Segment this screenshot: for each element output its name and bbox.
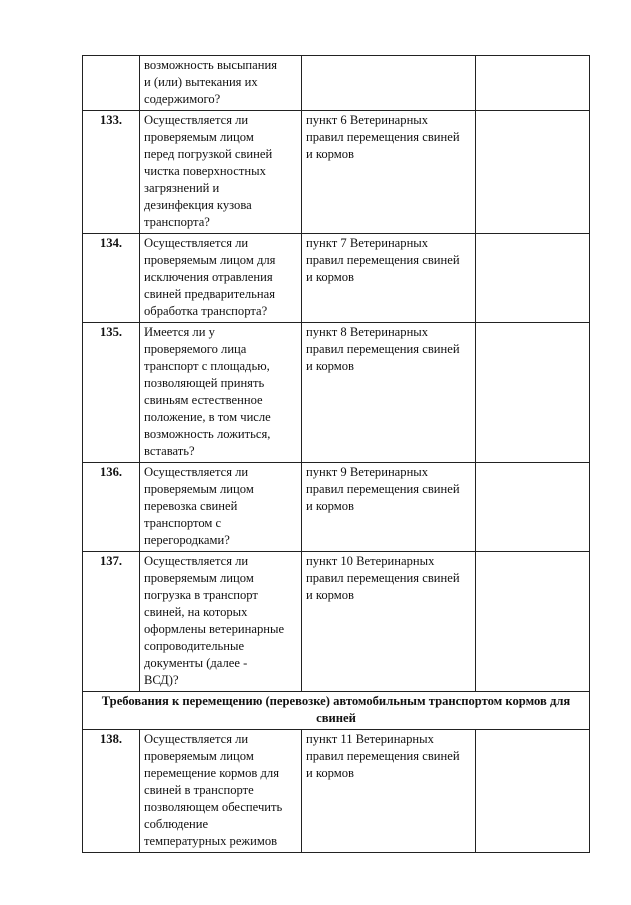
question-text-line: Имеется ли у — [144, 325, 215, 339]
question-text-line: транспортом с — [144, 516, 222, 530]
question-cell — [140, 111, 302, 234]
question-text-line: загрязнений и — [144, 181, 220, 195]
question-text-line: свиньям естественное — [144, 393, 263, 407]
reference-text-line: и кормов — [306, 499, 354, 513]
question-text-line: содержимого? — [144, 92, 221, 106]
reference-text-line: и кормов — [306, 147, 354, 161]
row-number-cell — [83, 56, 140, 111]
table-row-continuation — [83, 56, 590, 111]
question-cell — [140, 234, 302, 323]
question-text-line: документы (далее - — [144, 656, 248, 670]
answer-cell — [476, 552, 590, 692]
question-text-line: свиней предварительная — [144, 287, 276, 301]
reference-text-line: пункт 7 Ветеринарных — [306, 236, 429, 250]
reference-text-line: и кормов — [306, 359, 354, 373]
question-text-line: перегородками? — [144, 533, 230, 547]
question-text-line: проверяемым лицом для — [144, 253, 276, 267]
question-text-line: Осуществляется ли — [144, 113, 249, 127]
question-cell — [140, 463, 302, 552]
table-row-135 — [83, 323, 590, 463]
question-text-line: возможность ложиться, — [144, 427, 271, 441]
question-text-line: возможность высыпания — [144, 58, 278, 72]
reference-cell — [302, 56, 476, 111]
row-number-cell: 135. — [83, 323, 140, 463]
answer-cell — [476, 111, 590, 234]
answer-cell — [476, 730, 590, 853]
reference-cell — [302, 463, 476, 552]
reference-cell — [302, 323, 476, 463]
row-number-cell: 137. — [83, 552, 140, 692]
table-row-136 — [83, 463, 590, 552]
reference-text-line: правил перемещения свиней — [306, 130, 460, 144]
reference-text-line: правил перемещения свиней — [306, 749, 460, 763]
question-text-line: и (или) вытекания их — [144, 75, 258, 89]
question-text-line: позволяющем обеспечить — [144, 800, 283, 814]
question-text-line: погрузка в транспорт — [144, 588, 258, 602]
reference-text-line: пункт 11 Ветеринарных — [306, 732, 434, 746]
table-row-138 — [83, 730, 590, 853]
reference-text-line: правил перемещения свиней — [306, 571, 460, 585]
section-heading-line: свиней — [316, 711, 356, 725]
question-text-line: Осуществляется ли — [144, 732, 249, 746]
question-cell — [140, 730, 302, 853]
answer-cell — [476, 463, 590, 552]
question-text-line: Осуществляется ли — [144, 236, 249, 250]
question-text-line: исключения отравления — [144, 270, 273, 284]
question-text-line: температурных режимов — [144, 834, 278, 848]
question-text-line: Осуществляется ли — [144, 465, 249, 479]
answer-cell — [476, 323, 590, 463]
question-text-line: оформлены ветеринарные — [144, 622, 285, 636]
answer-cell — [476, 234, 590, 323]
question-text-line: ВСД)? — [144, 673, 179, 687]
question-text-line: сопроводительные — [144, 639, 245, 653]
table-row-134 — [83, 234, 590, 323]
question-text-line: чистка поверхностных — [144, 164, 266, 178]
section-heading-line: Требования к перемещению (перевозке) автомобильным транспортом кормов для — [101, 694, 571, 708]
row-number-cell: 138. — [83, 730, 140, 853]
reference-text-line: и кормов — [306, 766, 354, 780]
reference-text-line: и кормов — [306, 270, 354, 284]
question-text-line: свиней, на которых — [144, 605, 248, 619]
reference-text-line: пункт 10 Ветеринарных — [306, 554, 435, 568]
question-text-line: позволяющей принять — [144, 376, 265, 390]
reference-cell — [302, 234, 476, 323]
question-text-line: транспорта? — [144, 215, 210, 229]
reference-cell — [302, 552, 476, 692]
question-text-line: вставать? — [144, 444, 195, 458]
reference-text-line: пункт 9 Ветеринарных — [306, 465, 429, 479]
question-text-line: свиней в транспорте — [144, 783, 254, 797]
section-heading — [83, 692, 590, 730]
table-section-heading-row — [83, 692, 590, 730]
reference-text-line: правил перемещения свиней — [306, 253, 460, 267]
question-text-line: проверяемым лицом — [144, 482, 254, 496]
question-text-line: обработка транспорта? — [144, 304, 268, 318]
row-number-cell: 133. — [83, 111, 140, 234]
reference-text-line: правил перемещения свиней — [306, 342, 460, 356]
question-text-line: перед погрузкой свиней — [144, 147, 273, 161]
table-row-133 — [83, 111, 590, 234]
question-text-line: Осуществляется ли — [144, 554, 249, 568]
question-text-line: перемещение кормов для — [144, 766, 280, 780]
table-row-137 — [83, 552, 590, 692]
question-text-line: проверяемым лицом — [144, 749, 254, 763]
reference-text-line: пункт 8 Ветеринарных — [306, 325, 429, 339]
reference-cell — [302, 730, 476, 853]
question-text-line: перевозка свиней — [144, 499, 238, 513]
answer-cell — [476, 56, 590, 111]
question-text-line: транспорт с площадью, — [144, 359, 270, 373]
question-text-line: положение, в том числе — [144, 410, 271, 424]
row-number-cell: 136. — [83, 463, 140, 552]
reference-cell — [302, 111, 476, 234]
reference-text-line: и кормов — [306, 588, 354, 602]
question-text-line: соблюдение — [144, 817, 209, 831]
checklist-table — [82, 55, 590, 853]
question-cell — [140, 552, 302, 692]
question-text-line: дезинфекция кузова — [144, 198, 252, 212]
row-number-cell: 134. — [83, 234, 140, 323]
question-text-line: проверяемым лицом — [144, 130, 254, 144]
question-cell — [140, 56, 302, 111]
reference-text-line: пункт 6 Ветеринарных — [306, 113, 429, 127]
question-cell — [140, 323, 302, 463]
reference-text-line: правил перемещения свиней — [306, 482, 460, 496]
question-text-line: проверяемым лицом — [144, 571, 254, 585]
question-text-line: проверяемого лица — [144, 342, 247, 356]
